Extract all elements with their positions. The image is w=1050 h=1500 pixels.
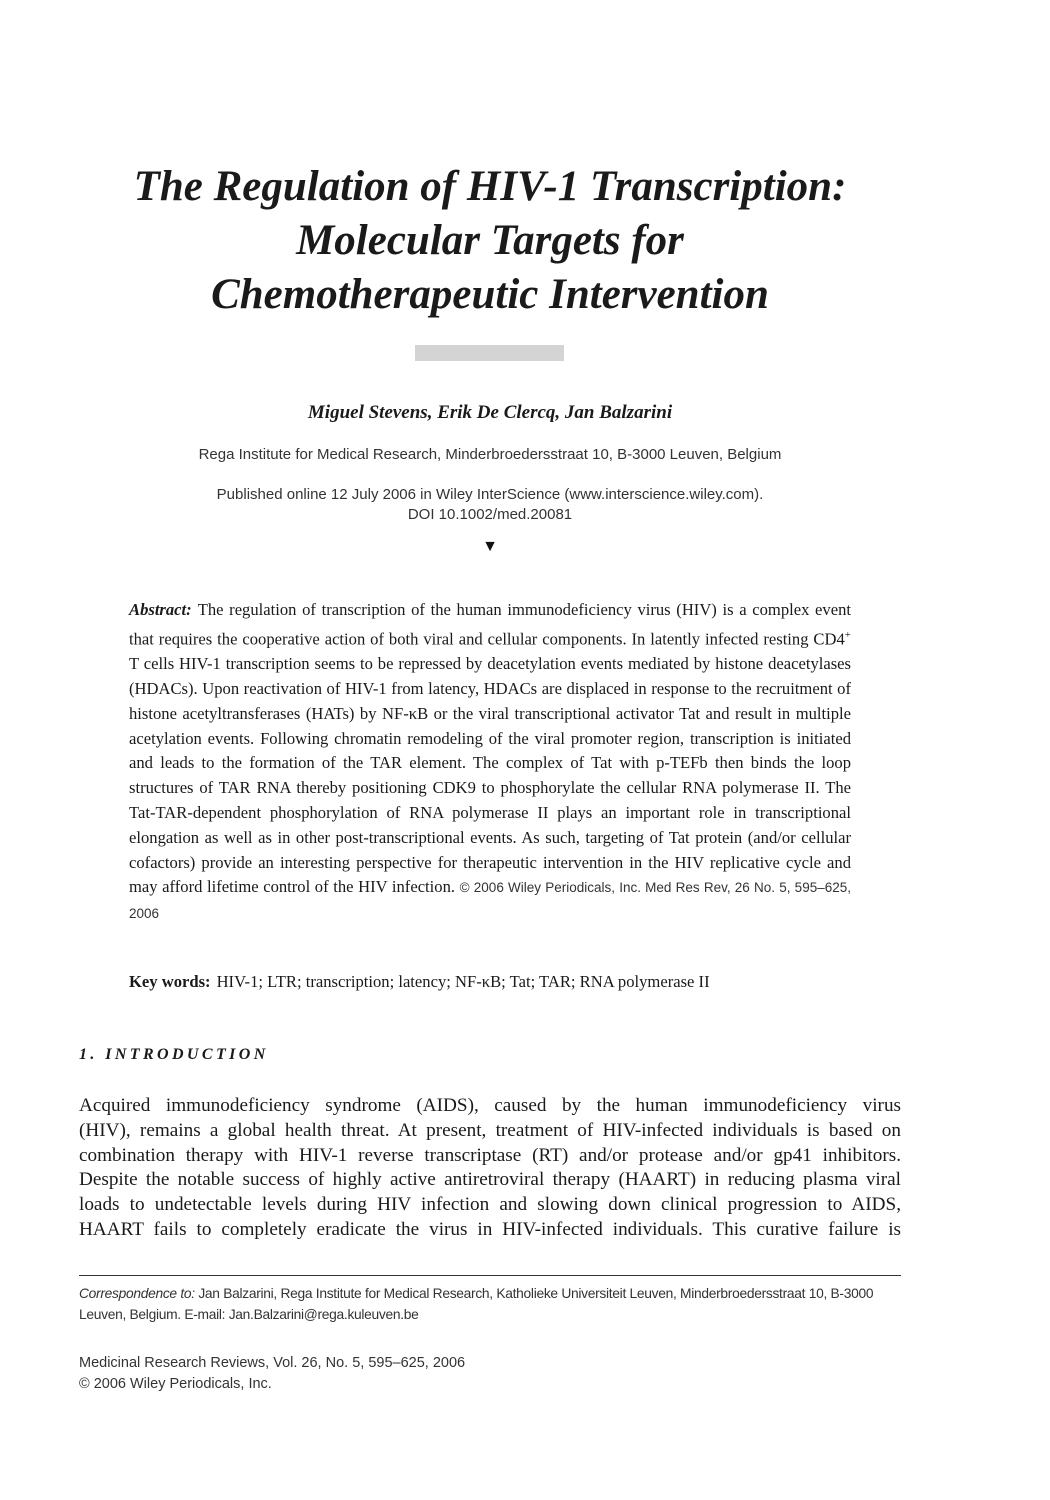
section-heading: 1. INTRODUCTION: [79, 1046, 269, 1063]
abstract-citation: © 2006 Wiley Periodicals, Inc. Med Res Rev, 26 No. 5, 595–625, 2006: [129, 880, 851, 922]
abstract-superscript: +: [844, 628, 851, 641]
title-divider-bar: [415, 345, 564, 361]
introduction-paragraph: [79, 1094, 901, 1243]
down-triangle-icon: ▼: [482, 538, 498, 555]
title-line-2: Molecular Targets for: [296, 217, 684, 264]
paragraph-line: HAART fails to completely eradicate the virus in HIV-infected individuals. This curative failure is: [79, 1218, 901, 1240]
title-line-1: The Regulation of HIV-1 Transcription:: [133, 163, 847, 210]
keywords-label: Key words:: [129, 972, 211, 991]
keywords-text: HIV-1; LTR; transcription; latency; NF-κB; Tat; TAR; RNA polymerase II: [216, 972, 710, 991]
correspondence-footnote: [79, 1283, 901, 1325]
publication-info: [90, 485, 890, 525]
abstract: [129, 598, 851, 927]
correspondence-text: Jan Balzarini, Rega Institute for Medical Research, Katholieke Universiteit Leuven, Minderbroedersstraat 10, B-3000 Leuven, Belgium. E-mail: Jan.Balzarini@rega.kuleuven.be: [79, 1286, 874, 1322]
doi: DOI 10.1002/med.20081: [407, 506, 573, 523]
author-list: Miguel Stevens, Erik De Clercq, Jan Balzarini: [307, 402, 673, 423]
paragraph-line: combination therapy with HIV-1 reverse transcriptase (RT) and/or protease and/or gp41 inhibitors.: [79, 1144, 901, 1166]
paragraph-line: Acquired immunodeficiency syndrome (AIDS), caused by the human immunodeficiency virus: [79, 1095, 901, 1116]
paragraph-line: loads to undetectable levels during HIV infection and slowing down clinical progression to AIDS,: [79, 1194, 901, 1216]
abstract-text-part-1: The regulation of transcription of the human immunodeficiency virus (HIV) is a complex event that requires the cooperative action of both viral and cellular components. In latently infected resting CD4: [129, 600, 851, 649]
paragraph-line: Despite the notable success of highly active antiretroviral therapy (HAART) in reducing plasma viral: [79, 1169, 901, 1191]
title-line-3: Chemotherapeutic Intervention: [211, 271, 769, 318]
journal-citation: Medicinal Research Reviews, Vol. 26, No. 5, 595–625, 2006: [79, 1355, 466, 1371]
journal-info: [79, 1353, 679, 1395]
correspondence-label: Correspondence to:: [79, 1286, 195, 1301]
abstract-text-part-2: T cells HIV-1 transcription seems to be repressed by deacetylation events mediated by histone deacetylases (HDACs). Upon reactivation of HIV-1 from latency, HDACs are displaced in response to the recruitment of histone acetyltransferases (HATs) by NF-κB or the viral transcriptional activator Tat and result in multiple acetylation events. Following chromatin remodeling of the viral promoter region, transcription is initiated and leads to the formation of the TAR element. The complex of Tat with p-TEFb then binds the loop structures of TAR RNA thereby positioning CDK9 to phosphorylate the cellular RNA polymerase II. The Tat-TAR-dependent phosphorylation of RNA polymerase II plays an important role in transcriptional elongation as well as in other post-transcriptional events. As such, targeting of Tat protein (and/or cellular cofactors) provide an interesting perspective for therapeutic intervention in the HIV replicative cycle and may afford lifetime control of the HIV infection.: [129, 654, 851, 897]
journal-copyright: © 2006 Wiley Periodicals, Inc.: [79, 1376, 272, 1392]
paragraph-line: (HIV), remains a global health threat. At present, treatment of HIV-infected individuals is based on: [79, 1119, 901, 1141]
abstract-label: Abstract:: [129, 600, 192, 619]
published-online: Published online 12 July 2006 in Wiley InterScience (www.interscience.wiley.com).: [216, 486, 764, 503]
affiliation: Rega Institute for Medical Research, Minderbroedersstraat 10, B-3000 Leuven, Belgium: [198, 446, 782, 463]
keywords: [129, 972, 889, 992]
article-title: [60, 160, 920, 322]
footnote-divider: [79, 1275, 901, 1276]
